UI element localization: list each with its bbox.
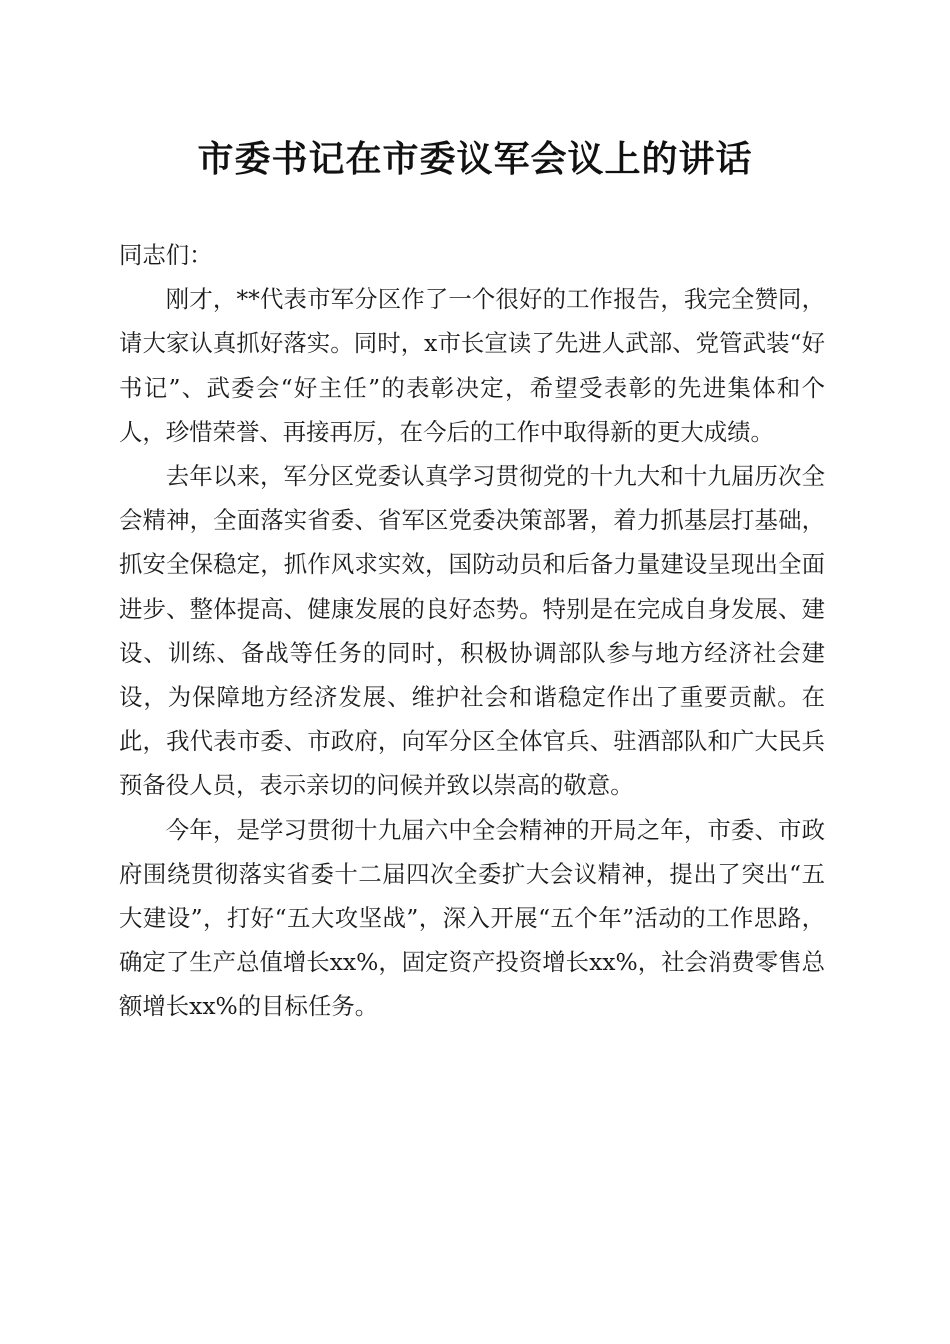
- document-body: [119, 233, 825, 1029]
- salutation: 同志们：: [119, 241, 213, 269]
- document-title: 市委书记在市委议军会议上的讲话: [197, 138, 753, 180]
- paragraph-3: 今年，是学习贯彻十九届六中全会精神的开局之年，市委、市政府围绕贯彻落实省委十二届四次全委扩大会议精神，提出了突出“五大建设”，打好“五大攻坚战”，深入开展“五个年”活动的工作思路，确定了生产总值增长xx%，固定资产投资增长xx%，社会消费零售总额增长xx%的目标任务。: [119, 815, 825, 1021]
- paragraph-1: 刚才，**代表市军分区作了一个很好的工作报告，我完全赞同，请大家认真抓好落实。同时，x市长宣读了先进人武部、党管武装“好书记”、武委会“好主任”的表彰决定，希望受表彰的先进集体和个人，珍惜荣誉、再接再厉，在今后的工作中取得新的更大成绩。: [119, 285, 825, 446]
- paragraph-2: 去年以来，军分区党委认真学习贯彻党的十九大和十九届历次全会精神，全面落实省委、省军区党委决策部署，着力抓基层打基础，抓安全保稳定，抓作风求实效，国防动员和后备力量建设呈现出全面进步、整体提高、健康发展的良好态势。特别是在完成自身发展、建设、训练、备战等任务的同时，积极协调部队参与地方经济社会建设，为保障地方经济发展、维护社会和谐稳定作出了重要贡献。在此，我代表市委、市政府，向军分区全体官兵、驻酒部队和广大民兵预备役人员，表示亲切的问候并致以崇高的敬意。: [119, 462, 825, 800]
